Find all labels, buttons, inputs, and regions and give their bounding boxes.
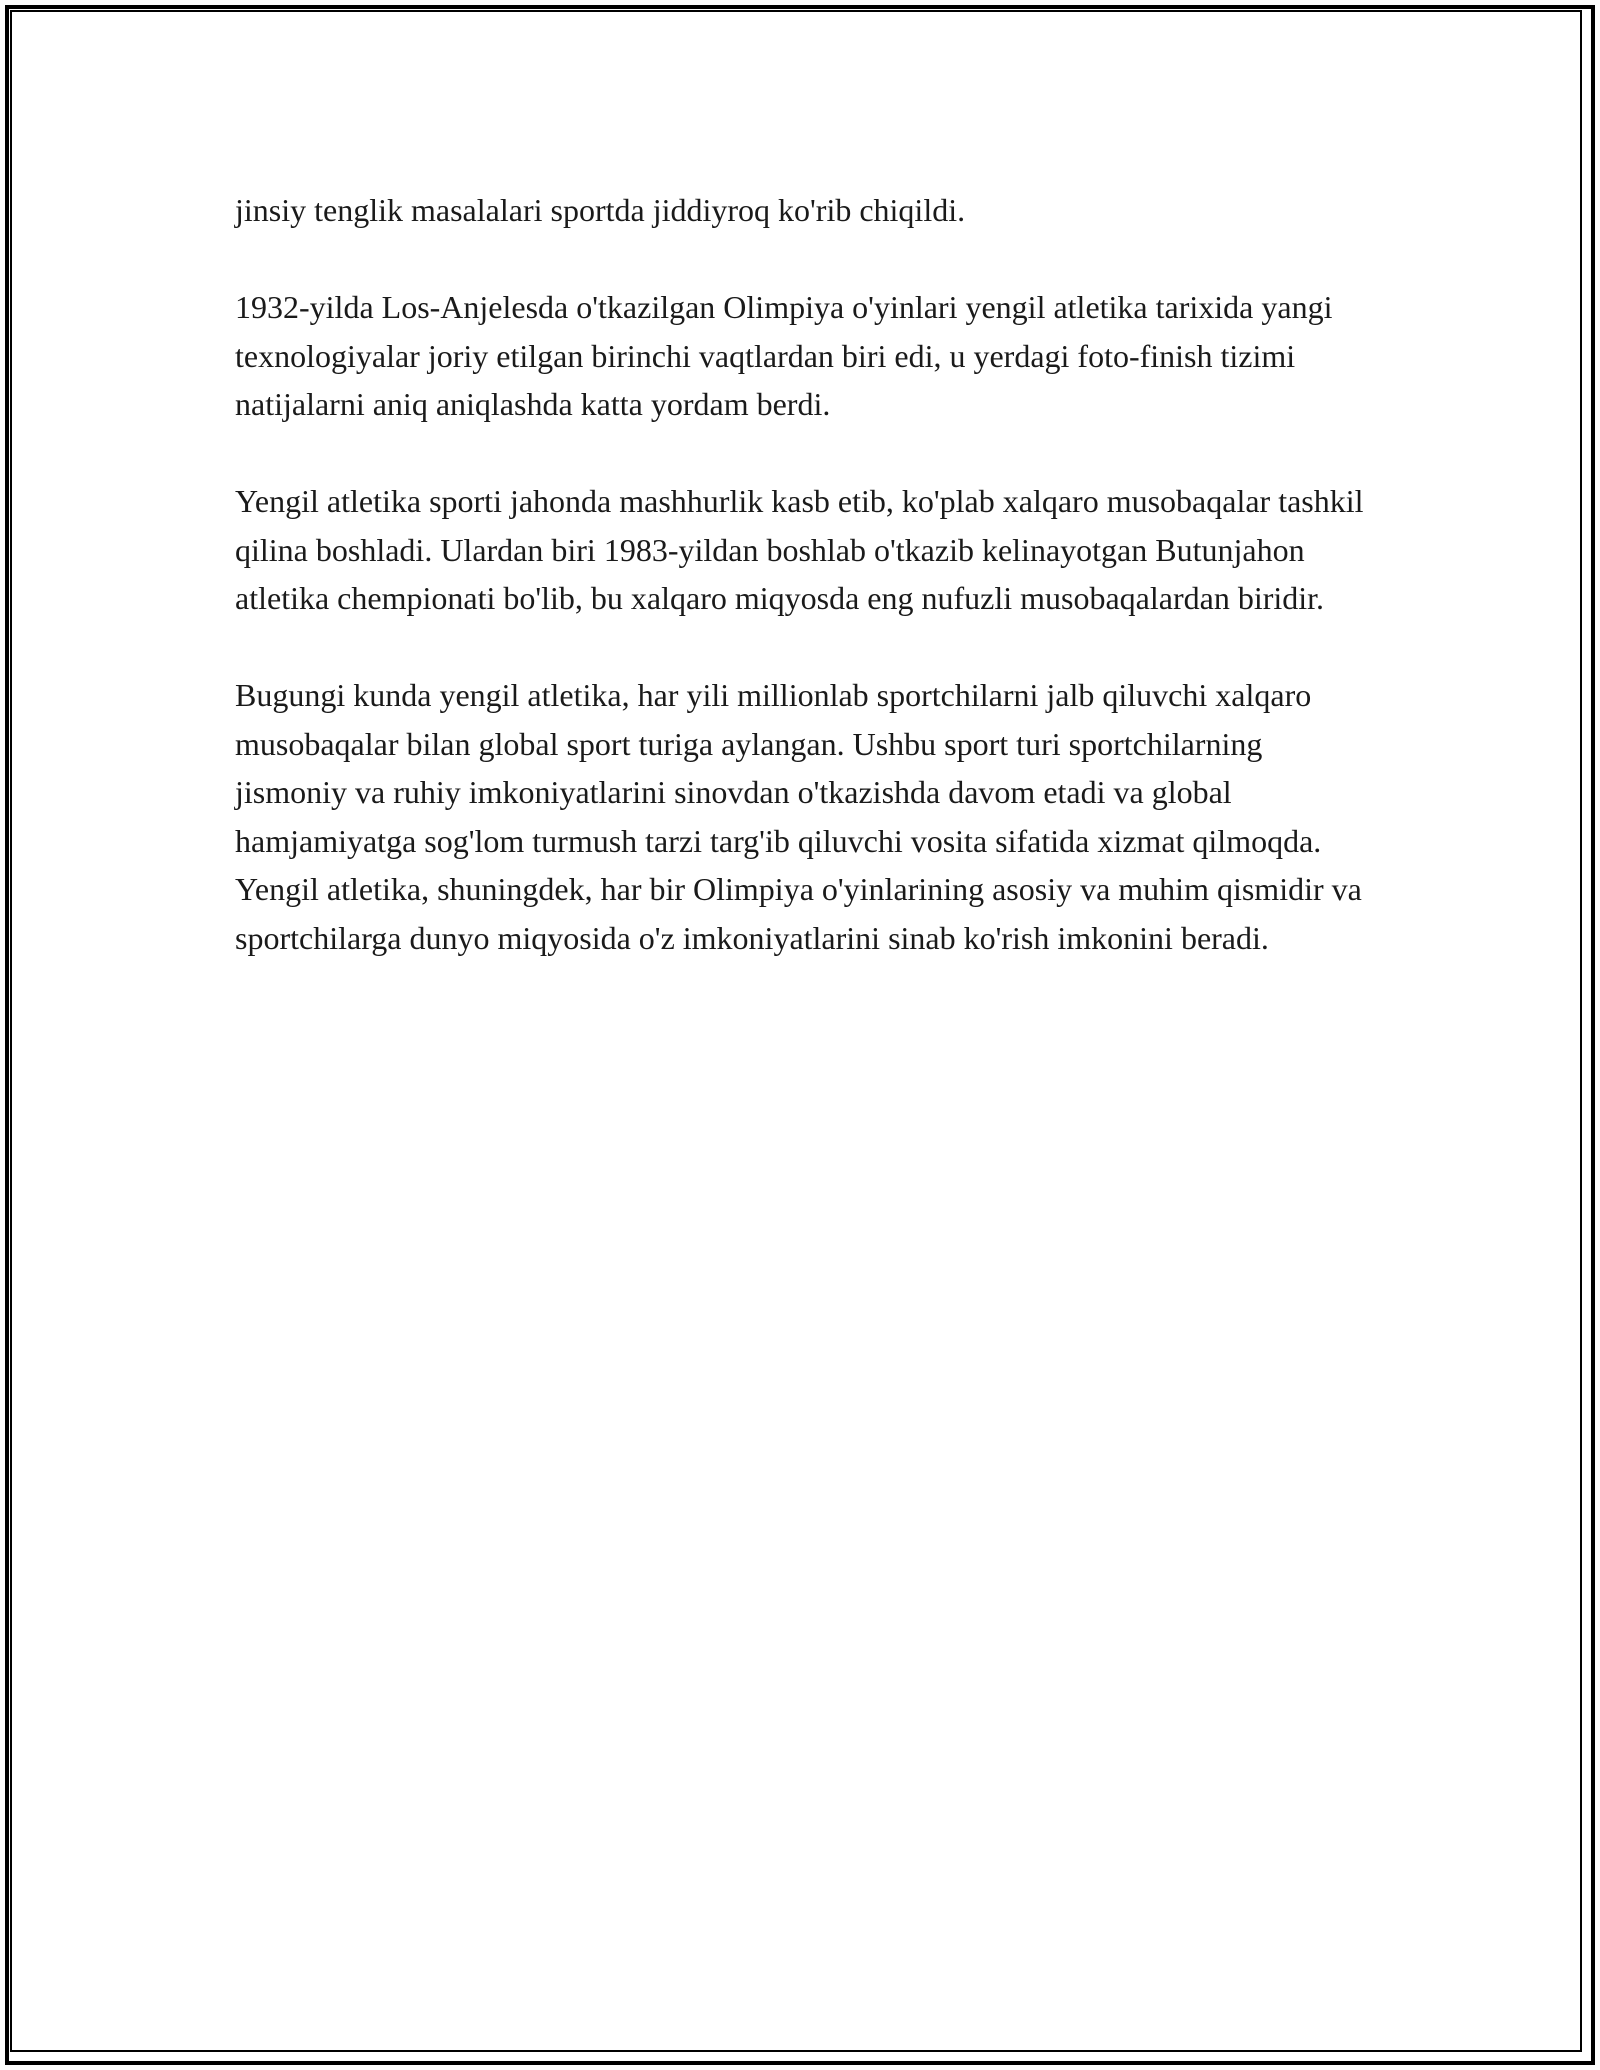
paragraph-3: Yengil atletika sporti jahonda mashhurlik kasb etib, ko'plab xalqaro musobaqalar tashkil qilina boshladi. Ulardan biri 1983-yildan boshlab o'tkazib kelinayotgan Butunjahon atletika chempionati bo'lib, bu xalqaro miqyosda eng nufuzli musobaqalardan biridir. bbox=[235, 483, 1364, 616]
paragraph-4: Bugungi kunda yengil atletika, har yili millionlab sportchilarni jalb qiluvchi xalqaro musobaqalar bilan global sport turiga aylangan. Ushbu sport turi sportchilarning jismoniy va ruhiy imkoniyatlarini sinovdan o'tkazishda davom etadi va global hamjamiyatga sog'lom turmush tarzi targ'ib qiluvchi vosita sifatida xizmat qilmoqda. Yengil atletika, shuningdek, har bir Olimpiya o'yinlarining asosiy va muhim qismidir va sportchilarga dunyo miqyosida o'z imkoniyatlarini sinab ko'rish imkonini beradi. bbox=[235, 677, 1362, 956]
paragraph-2: 1932-yilda Los-Anjelesda o'tkazilgan Olimpiya o'yinlari yengil atletika tarixida yangi texnologiyalar joriy etilgan birinchi vaqtlardan biri edi, u yerdagi foto-finish tizimi natijalarni aniq aniqlashda katta yordam berdi. bbox=[235, 289, 1333, 422]
paragraph-1: jinsiy tenglik masalalari sportda jiddiyroq ko'rib chiqildi. bbox=[235, 192, 966, 228]
document-body bbox=[235, 186, 1375, 1011]
